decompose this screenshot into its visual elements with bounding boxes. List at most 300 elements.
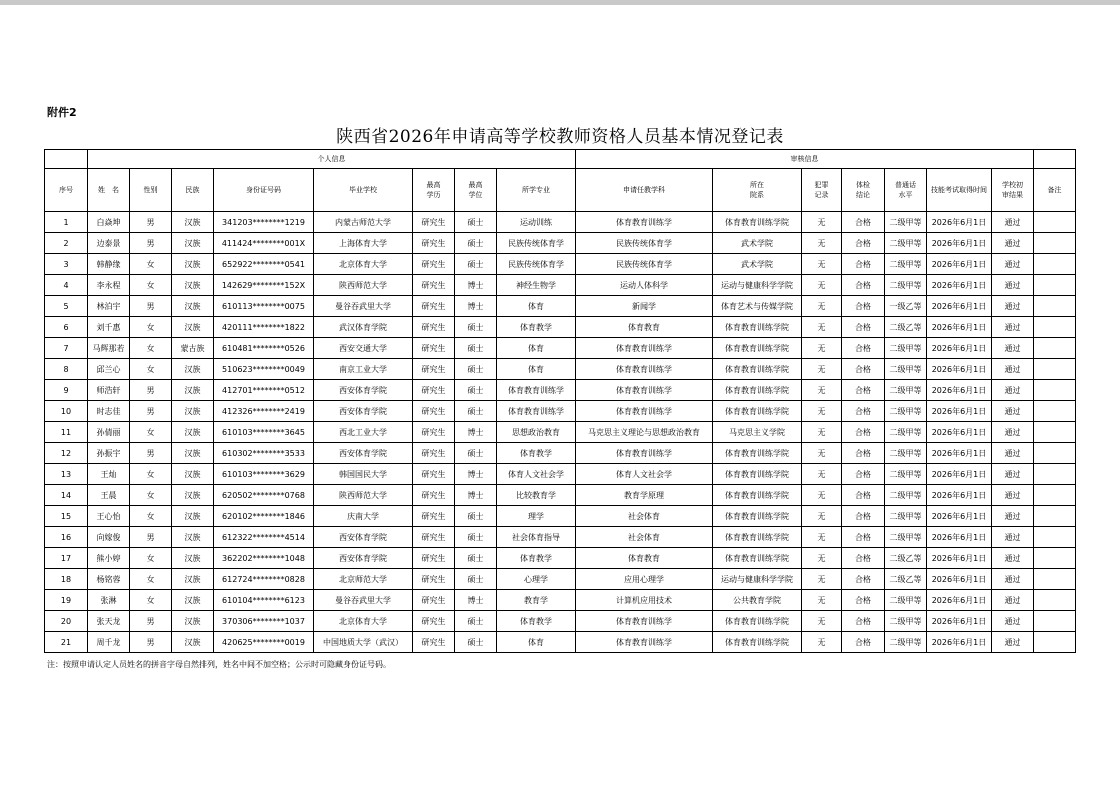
cell-seq: 4 (45, 275, 88, 296)
cell-department: 体育教育训练学院 (713, 380, 802, 401)
header-remarks: 备注 (1034, 169, 1076, 212)
cell-mandarin: 二级甲等 (885, 422, 927, 443)
cell-school-review: 通过 (992, 569, 1034, 590)
cell-skill-date: 2026年6月1日 (927, 506, 992, 527)
attachment-label: 附件2 (47, 106, 77, 119)
cell-ethnicity: 汉族 (172, 401, 214, 422)
cell-department: 体育教育训练学院 (713, 464, 802, 485)
cell-seq: 1 (45, 212, 88, 233)
cell-ethnicity: 汉族 (172, 254, 214, 275)
cell-ethnicity: 汉族 (172, 548, 214, 569)
cell-degree: 硕士 (455, 359, 497, 380)
cell-gender: 男 (130, 212, 172, 233)
cell-id-number: 620502********0768 (214, 485, 314, 506)
header-education: 最高 学历 (413, 169, 455, 212)
cell-ethnicity: 汉族 (172, 611, 214, 632)
cell-name: 时志佳 (88, 401, 130, 422)
cell-skill-date: 2026年6月1日 (927, 632, 992, 653)
cell-criminal-record: 无 (802, 506, 842, 527)
cell-department: 体育教育训练学院 (713, 317, 802, 338)
cell-name: 熊小婷 (88, 548, 130, 569)
cell-subject: 计算机应用技术 (576, 590, 713, 611)
table-row (45, 380, 1076, 401)
cell-health: 合格 (842, 485, 885, 506)
cell-subject: 体育人文社会学 (576, 464, 713, 485)
cell-education: 研究生 (413, 380, 455, 401)
cell-school: 北京体育大学 (314, 254, 413, 275)
cell-major: 体育人文社会学 (497, 464, 576, 485)
cell-school: 曼谷吞武里大学 (314, 296, 413, 317)
cell-criminal-record: 无 (802, 254, 842, 275)
cell-id-number: 412326********2419 (214, 401, 314, 422)
cell-health: 合格 (842, 443, 885, 464)
cell-criminal-record: 无 (802, 485, 842, 506)
cell-major: 社会体育指导 (497, 527, 576, 548)
cell-skill-date: 2026年6月1日 (927, 296, 992, 317)
cell-department: 体育教育训练学院 (713, 548, 802, 569)
cell-school-review: 通过 (992, 296, 1034, 317)
cell-criminal-record: 无 (802, 359, 842, 380)
table-row (45, 359, 1076, 380)
cell-school-review: 通过 (992, 506, 1034, 527)
cell-subject: 体育教育 (576, 317, 713, 338)
cell-department: 运动与健康科学学院 (713, 275, 802, 296)
cell-school-review: 通过 (992, 254, 1034, 275)
cell-degree: 硕士 (455, 632, 497, 653)
cell-mandarin: 二级甲等 (885, 275, 927, 296)
cell-id-number: 610302********3533 (214, 443, 314, 464)
cell-remarks (1034, 632, 1076, 653)
cell-school-review: 通过 (992, 527, 1034, 548)
cell-gender: 男 (130, 380, 172, 401)
cell-health: 合格 (842, 359, 885, 380)
cell-health: 合格 (842, 611, 885, 632)
cell-major: 民族传统体育学 (497, 254, 576, 275)
cell-department: 体育教育训练学院 (713, 443, 802, 464)
cell-school-review: 通过 (992, 548, 1034, 569)
cell-remarks (1034, 548, 1076, 569)
cell-subject: 体育教育训练学 (576, 338, 713, 359)
cell-mandarin: 二级甲等 (885, 254, 927, 275)
cell-school: 曼谷吞武里大学 (314, 590, 413, 611)
cell-gender: 女 (130, 275, 172, 296)
cell-id-number: 411424********001X (214, 233, 314, 254)
header-school: 毕业学校 (314, 169, 413, 212)
cell-id-number: 510623********0049 (214, 359, 314, 380)
cell-department: 体育教育训练学院 (713, 506, 802, 527)
cell-ethnicity: 汉族 (172, 632, 214, 653)
cell-department: 体育艺术与传媒学院 (713, 296, 802, 317)
cell-id-number: 341203********1219 (214, 212, 314, 233)
cell-skill-date: 2026年6月1日 (927, 443, 992, 464)
cell-health: 合格 (842, 212, 885, 233)
cell-degree: 硕士 (455, 527, 497, 548)
cell-major: 体育教学 (497, 443, 576, 464)
cell-department: 体育教育训练学院 (713, 632, 802, 653)
cell-school: 西安体育学院 (314, 401, 413, 422)
cell-school: 西安体育学院 (314, 548, 413, 569)
cell-school: 陕西师范大学 (314, 275, 413, 296)
cell-subject: 应用心理学 (576, 569, 713, 590)
cell-gender: 女 (130, 569, 172, 590)
cell-criminal-record: 无 (802, 296, 842, 317)
cell-criminal-record: 无 (802, 443, 842, 464)
cell-major: 体育 (497, 296, 576, 317)
cell-mandarin: 二级甲等 (885, 359, 927, 380)
cell-major: 体育教育训练学 (497, 401, 576, 422)
cell-health: 合格 (842, 506, 885, 527)
cell-major: 体育 (497, 359, 576, 380)
table-row (45, 527, 1076, 548)
cell-skill-date: 2026年6月1日 (927, 359, 992, 380)
registration-table (44, 149, 1076, 653)
cell-education: 研究生 (413, 464, 455, 485)
cell-health: 合格 (842, 338, 885, 359)
cell-health: 合格 (842, 527, 885, 548)
cell-criminal-record: 无 (802, 632, 842, 653)
cell-remarks (1034, 485, 1076, 506)
cell-education: 研究生 (413, 401, 455, 422)
cell-criminal-record: 无 (802, 611, 842, 632)
cell-ethnicity: 汉族 (172, 275, 214, 296)
group-blank-right (1034, 150, 1076, 169)
cell-criminal-record: 无 (802, 422, 842, 443)
cell-name: 向嫁俊 (88, 527, 130, 548)
cell-mandarin: 二级甲等 (885, 611, 927, 632)
cell-seq: 7 (45, 338, 88, 359)
cell-health: 合格 (842, 233, 885, 254)
cell-skill-date: 2026年6月1日 (927, 233, 992, 254)
cell-school: 上海体育大学 (314, 233, 413, 254)
header-department: 所在 院系 (713, 169, 802, 212)
cell-skill-date: 2026年6月1日 (927, 569, 992, 590)
cell-health: 合格 (842, 569, 885, 590)
cell-ethnicity: 汉族 (172, 212, 214, 233)
header-degree: 最高 学位 (455, 169, 497, 212)
cell-health: 合格 (842, 548, 885, 569)
cell-remarks (1034, 359, 1076, 380)
cell-name: 马辉那若 (88, 338, 130, 359)
cell-gender: 女 (130, 485, 172, 506)
cell-school-review: 通过 (992, 611, 1034, 632)
cell-education: 研究生 (413, 548, 455, 569)
table-row (45, 443, 1076, 464)
cell-gender: 女 (130, 422, 172, 443)
cell-mandarin: 二级甲等 (885, 590, 927, 611)
cell-school-review: 通过 (992, 401, 1034, 422)
cell-school-review: 通过 (992, 485, 1034, 506)
cell-health: 合格 (842, 317, 885, 338)
cell-education: 研究生 (413, 422, 455, 443)
cell-major: 心理学 (497, 569, 576, 590)
cell-id-number: 362202********1048 (214, 548, 314, 569)
cell-health: 合格 (842, 380, 885, 401)
cell-seq: 12 (45, 443, 88, 464)
cell-gender: 男 (130, 443, 172, 464)
cell-subject: 社会体育 (576, 527, 713, 548)
cell-id-number: 610104********6123 (214, 590, 314, 611)
cell-remarks (1034, 611, 1076, 632)
cell-major: 体育教学 (497, 317, 576, 338)
cell-school-review: 通过 (992, 359, 1034, 380)
cell-criminal-record: 无 (802, 590, 842, 611)
cell-mandarin: 二级甲等 (885, 380, 927, 401)
cell-education: 研究生 (413, 590, 455, 611)
footnote: 注：按照申请认定人员姓名的拼音字母自然排列，姓名中间不加空格；公示时可隐藏身份证号码。 (47, 660, 391, 669)
group-blank (45, 150, 88, 169)
cell-name: 孙倩丽 (88, 422, 130, 443)
cell-remarks (1034, 380, 1076, 401)
cell-school: 陕西师范大学 (314, 485, 413, 506)
table-row (45, 464, 1076, 485)
cell-remarks (1034, 401, 1076, 422)
table-row (45, 254, 1076, 275)
table-row (45, 548, 1076, 569)
cell-school-review: 通过 (992, 212, 1034, 233)
cell-id-number: 652922********0541 (214, 254, 314, 275)
cell-gender: 男 (130, 527, 172, 548)
cell-school: 南京工业大学 (314, 359, 413, 380)
cell-name: 王灿 (88, 464, 130, 485)
cell-ethnicity: 汉族 (172, 590, 214, 611)
cell-subject: 新闻学 (576, 296, 713, 317)
cell-degree: 硕士 (455, 212, 497, 233)
cell-mandarin: 二级甲等 (885, 401, 927, 422)
cell-education: 研究生 (413, 506, 455, 527)
header-health: 体检 结论 (842, 169, 885, 212)
cell-name: 王心怡 (88, 506, 130, 527)
table-row (45, 296, 1076, 317)
cell-ethnicity: 汉族 (172, 317, 214, 338)
group-personal-info: 个人信息 (88, 150, 576, 169)
cell-health: 合格 (842, 422, 885, 443)
cell-seq: 16 (45, 527, 88, 548)
cell-major: 教育学 (497, 590, 576, 611)
cell-seq: 10 (45, 401, 88, 422)
cell-department: 体育教育训练学院 (713, 338, 802, 359)
cell-gender: 女 (130, 548, 172, 569)
cell-department: 体育教育训练学院 (713, 401, 802, 422)
cell-major: 体育 (497, 632, 576, 653)
group-review-info: 审核信息 (576, 150, 1034, 169)
cell-gender: 女 (130, 464, 172, 485)
cell-gender: 男 (130, 632, 172, 653)
cell-subject: 体育教育训练学 (576, 443, 713, 464)
cell-id-number: 610113********0075 (214, 296, 314, 317)
cell-gender: 女 (130, 254, 172, 275)
cell-id-number: 370306********1037 (214, 611, 314, 632)
page-title: 陕西省2026年申请高等学校教师资格人员基本情况登记表 (336, 127, 784, 147)
cell-health: 合格 (842, 254, 885, 275)
cell-mandarin: 二级甲等 (885, 506, 927, 527)
cell-id-number: 142629********152X (214, 275, 314, 296)
cell-remarks (1034, 506, 1076, 527)
cell-education: 研究生 (413, 317, 455, 338)
header-ethnicity: 民族 (172, 169, 214, 212)
cell-ethnicity: 汉族 (172, 422, 214, 443)
cell-degree: 硕士 (455, 611, 497, 632)
table-row (45, 485, 1076, 506)
cell-criminal-record: 无 (802, 569, 842, 590)
cell-name: 孙振宇 (88, 443, 130, 464)
cell-major: 体育教学 (497, 611, 576, 632)
cell-school: 庆南大学 (314, 506, 413, 527)
cell-gender: 女 (130, 317, 172, 338)
cell-id-number: 420111********1822 (214, 317, 314, 338)
cell-mandarin: 二级甲等 (885, 443, 927, 464)
cell-degree: 硕士 (455, 380, 497, 401)
cell-degree: 硕士 (455, 317, 497, 338)
cell-name: 邱兰心 (88, 359, 130, 380)
header-school-review: 学校初 审结果 (992, 169, 1034, 212)
cell-ethnicity: 汉族 (172, 506, 214, 527)
cell-seq: 14 (45, 485, 88, 506)
cell-subject: 体育教育训练学 (576, 380, 713, 401)
header-gender: 性别 (130, 169, 172, 212)
cell-education: 研究生 (413, 569, 455, 590)
cell-subject: 运动人体科学 (576, 275, 713, 296)
cell-degree: 硕士 (455, 506, 497, 527)
cell-skill-date: 2026年6月1日 (927, 590, 992, 611)
cell-degree: 博士 (455, 296, 497, 317)
cell-seq: 13 (45, 464, 88, 485)
cell-major: 体育教育训练学 (497, 380, 576, 401)
table-body (45, 212, 1076, 653)
cell-seq: 15 (45, 506, 88, 527)
cell-skill-date: 2026年6月1日 (927, 548, 992, 569)
cell-gender: 女 (130, 506, 172, 527)
cell-name: 白焱坤 (88, 212, 130, 233)
cell-name: 林泊宇 (88, 296, 130, 317)
cell-school-review: 通过 (992, 338, 1034, 359)
header-id-number: 身份证号码 (214, 169, 314, 212)
cell-school: 北京师范大学 (314, 569, 413, 590)
top-bar (0, 0, 1120, 5)
cell-name: 张淋 (88, 590, 130, 611)
table-row (45, 590, 1076, 611)
cell-id-number: 610481********0526 (214, 338, 314, 359)
cell-subject: 体育教育训练学 (576, 359, 713, 380)
cell-department: 体育教育训练学院 (713, 212, 802, 233)
cell-skill-date: 2026年6月1日 (927, 212, 992, 233)
cell-seq: 8 (45, 359, 88, 380)
cell-school-review: 通过 (992, 317, 1034, 338)
cell-mandarin: 二级甲等 (885, 527, 927, 548)
cell-ethnicity: 汉族 (172, 359, 214, 380)
header-subject: 申请任教学科 (576, 169, 713, 212)
cell-school-review: 通过 (992, 632, 1034, 653)
cell-major: 理学 (497, 506, 576, 527)
table-row (45, 212, 1076, 233)
cell-gender: 女 (130, 590, 172, 611)
cell-ethnicity: 汉族 (172, 527, 214, 548)
group-header-row (45, 150, 1076, 169)
cell-ethnicity: 汉族 (172, 380, 214, 401)
cell-seq: 18 (45, 569, 88, 590)
header-major: 所学专业 (497, 169, 576, 212)
cell-school-review: 通过 (992, 233, 1034, 254)
cell-school: 西安体育学院 (314, 380, 413, 401)
cell-skill-date: 2026年6月1日 (927, 338, 992, 359)
cell-id-number: 610103********3629 (214, 464, 314, 485)
cell-degree: 硕士 (455, 443, 497, 464)
cell-criminal-record: 无 (802, 527, 842, 548)
cell-criminal-record: 无 (802, 317, 842, 338)
cell-skill-date: 2026年6月1日 (927, 254, 992, 275)
cell-mandarin: 二级甲等 (885, 632, 927, 653)
cell-school-review: 通过 (992, 275, 1034, 296)
cell-degree: 硕士 (455, 569, 497, 590)
cell-major: 体育 (497, 338, 576, 359)
cell-education: 研究生 (413, 359, 455, 380)
cell-criminal-record: 无 (802, 380, 842, 401)
cell-remarks (1034, 422, 1076, 443)
cell-criminal-record: 无 (802, 464, 842, 485)
cell-remarks (1034, 569, 1076, 590)
cell-major: 运动训练 (497, 212, 576, 233)
cell-school: 西北工业大学 (314, 422, 413, 443)
cell-mandarin: 二级甲等 (885, 212, 927, 233)
cell-ethnicity: 汉族 (172, 443, 214, 464)
cell-gender: 男 (130, 296, 172, 317)
table-row (45, 317, 1076, 338)
cell-seq: 20 (45, 611, 88, 632)
cell-remarks (1034, 317, 1076, 338)
cell-degree: 硕士 (455, 254, 497, 275)
cell-health: 合格 (842, 464, 885, 485)
cell-name: 刘千惠 (88, 317, 130, 338)
cell-department: 武术学院 (713, 233, 802, 254)
cell-degree: 博士 (455, 590, 497, 611)
cell-degree: 硕士 (455, 548, 497, 569)
cell-ethnicity: 汉族 (172, 569, 214, 590)
cell-mandarin: 二级乙等 (885, 548, 927, 569)
cell-department: 体育教育训练学院 (713, 485, 802, 506)
cell-health: 合格 (842, 275, 885, 296)
cell-school: 内蒙古师范大学 (314, 212, 413, 233)
cell-gender: 男 (130, 233, 172, 254)
cell-name: 边泰景 (88, 233, 130, 254)
cell-remarks (1034, 338, 1076, 359)
cell-mandarin: 二级乙等 (885, 569, 927, 590)
cell-mandarin: 二级甲等 (885, 338, 927, 359)
cell-department: 马克思主义学院 (713, 422, 802, 443)
cell-education: 研究生 (413, 443, 455, 464)
cell-health: 合格 (842, 296, 885, 317)
cell-degree: 博士 (455, 422, 497, 443)
cell-criminal-record: 无 (802, 233, 842, 254)
cell-subject: 体育教育训练学 (576, 611, 713, 632)
table-row (45, 233, 1076, 254)
cell-remarks (1034, 254, 1076, 275)
cell-education: 研究生 (413, 527, 455, 548)
cell-school: 西安体育学院 (314, 527, 413, 548)
table-row (45, 569, 1076, 590)
cell-major: 思想政治教育 (497, 422, 576, 443)
cell-remarks (1034, 275, 1076, 296)
cell-name: 韩静缘 (88, 254, 130, 275)
cell-remarks (1034, 590, 1076, 611)
cell-school: 韩国国民大学 (314, 464, 413, 485)
cell-skill-date: 2026年6月1日 (927, 380, 992, 401)
table-row (45, 632, 1076, 653)
cell-education: 研究生 (413, 485, 455, 506)
cell-mandarin: 一级乙等 (885, 296, 927, 317)
cell-degree: 硕士 (455, 233, 497, 254)
cell-ethnicity: 蒙古族 (172, 338, 214, 359)
cell-id-number: 612322********4514 (214, 527, 314, 548)
cell-degree: 硕士 (455, 401, 497, 422)
